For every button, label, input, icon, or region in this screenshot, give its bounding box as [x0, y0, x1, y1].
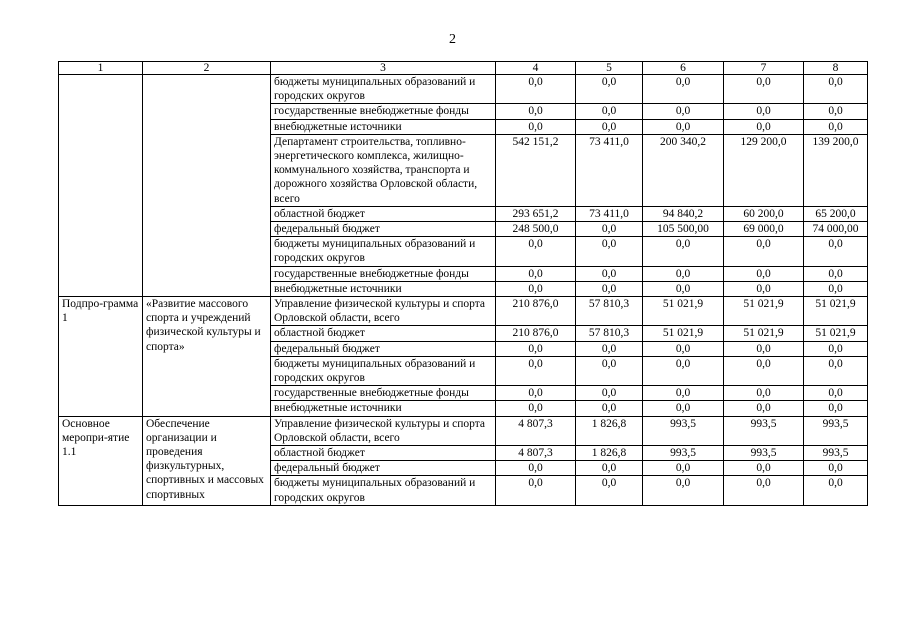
amount-cell: 1 826,8 — [576, 416, 643, 445]
amount-cell: 293 651,2 — [496, 206, 576, 221]
amount-cell: 73 411,0 — [576, 206, 643, 221]
amount-cell: 0,0 — [804, 461, 868, 476]
funding-source-cell: областной бюджет — [271, 326, 496, 341]
funding-source-cell: государственные внебюджетные фонды — [271, 386, 496, 401]
amount-cell: 51 021,9 — [804, 297, 868, 326]
amount-cell: 0,0 — [643, 476, 724, 505]
amount-cell: 0,0 — [576, 356, 643, 385]
funding-source-cell: внебюджетные источники — [271, 119, 496, 134]
amount-cell: 0,0 — [576, 281, 643, 296]
funding-source-cell: федеральный бюджет — [271, 461, 496, 476]
amount-cell: 0,0 — [576, 476, 643, 505]
amount-cell: 0,0 — [804, 104, 868, 119]
amount-cell: 0,0 — [724, 75, 804, 104]
funding-source-cell: внебюджетные источники — [271, 401, 496, 416]
amount-cell: 0,0 — [496, 75, 576, 104]
amount-cell: 0,0 — [724, 341, 804, 356]
funding-source-cell: бюджеты муниципальных образований и городских округов — [271, 476, 496, 505]
amount-cell: 0,0 — [643, 281, 724, 296]
amount-cell: 0,0 — [643, 75, 724, 104]
amount-cell: 993,5 — [643, 446, 724, 461]
amount-cell: 0,0 — [804, 476, 868, 505]
header-cell: 8 — [804, 62, 868, 75]
amount-cell: 0,0 — [643, 104, 724, 119]
program-name-cell — [143, 75, 271, 297]
funding-source-cell: федеральный бюджет — [271, 222, 496, 237]
amount-cell: 51 021,9 — [724, 297, 804, 326]
amount-cell: 993,5 — [724, 416, 804, 445]
amount-cell: 0,0 — [804, 386, 868, 401]
table-row — [59, 297, 868, 326]
amount-cell: 0,0 — [804, 281, 868, 296]
funding-source-cell: бюджеты муниципальных образований и городских округов — [271, 75, 496, 104]
amount-cell: 200 340,2 — [643, 134, 724, 206]
program-code-cell: Основное меропри-ятие 1.1 — [59, 416, 143, 505]
amount-cell: 0,0 — [576, 341, 643, 356]
amount-cell: 210 876,0 — [496, 326, 576, 341]
amount-cell: 139 200,0 — [804, 134, 868, 206]
amount-cell: 0,0 — [724, 356, 804, 385]
amount-cell: 0,0 — [576, 401, 643, 416]
funding-source-cell: бюджеты муниципальных образований и городских округов — [271, 237, 496, 266]
header-cell: 3 — [271, 62, 496, 75]
funding-source-cell: внебюджетные источники — [271, 281, 496, 296]
amount-cell: 4 807,3 — [496, 446, 576, 461]
amount-cell: 993,5 — [804, 416, 868, 445]
amount-cell: 0,0 — [496, 266, 576, 281]
program-name-cell: Обеспечение организации и проведения физкультурных, спортивных и массовых спортивных — [143, 416, 271, 505]
funding-source-cell: государственные внебюджетные фонды — [271, 266, 496, 281]
table-row — [59, 416, 868, 445]
header-cell: 6 — [643, 62, 724, 75]
amount-cell: 0,0 — [496, 356, 576, 385]
amount-cell: 69 000,0 — [724, 222, 804, 237]
amount-cell: 0,0 — [576, 222, 643, 237]
amount-cell: 60 200,0 — [724, 206, 804, 221]
amount-cell: 57 810,3 — [576, 326, 643, 341]
amount-cell: 542 151,2 — [496, 134, 576, 206]
amount-cell: 0,0 — [496, 104, 576, 119]
amount-cell: 105 500,00 — [643, 222, 724, 237]
amount-cell: 0,0 — [576, 386, 643, 401]
funding-source-cell: Департамент строительства, топливно-энергетического комплекса, жилищно-коммунального хозяйства, транспорта и дорожного хозяйства Орловской области, всего — [271, 134, 496, 206]
amount-cell: 0,0 — [496, 281, 576, 296]
amount-cell: 0,0 — [496, 461, 576, 476]
amount-cell: 0,0 — [576, 461, 643, 476]
amount-cell: 0,0 — [643, 461, 724, 476]
amount-cell: 51 021,9 — [724, 326, 804, 341]
program-code-cell — [59, 75, 143, 297]
amount-cell: 0,0 — [804, 237, 868, 266]
page-number: 2 — [449, 32, 456, 47]
header-cell: 7 — [724, 62, 804, 75]
header-cell: 5 — [576, 62, 643, 75]
amount-cell: 0,0 — [496, 386, 576, 401]
funding-source-cell: федеральный бюджет — [271, 341, 496, 356]
funding-source-cell: бюджеты муниципальных образований и городских округов — [271, 356, 496, 385]
amount-cell: 0,0 — [643, 356, 724, 385]
amount-cell: 94 840,2 — [643, 206, 724, 221]
program-name-cell: «Развитие массового спорта и учреждений физической культуры и спорта» — [143, 297, 271, 417]
amount-cell: 51 021,9 — [643, 326, 724, 341]
amount-cell: 0,0 — [496, 341, 576, 356]
amount-cell: 0,0 — [724, 281, 804, 296]
amount-cell: 65 200,0 — [804, 206, 868, 221]
amount-cell: 51 021,9 — [643, 297, 724, 326]
amount-cell: 0,0 — [496, 401, 576, 416]
amount-cell: 0,0 — [576, 104, 643, 119]
amount-cell: 0,0 — [643, 401, 724, 416]
amount-cell: 993,5 — [643, 416, 724, 445]
program-code-cell: Подпро-грамма 1 — [59, 297, 143, 417]
table-row — [59, 75, 868, 104]
amount-cell: 0,0 — [804, 341, 868, 356]
budget-table — [58, 61, 868, 506]
amount-cell: 73 411,0 — [576, 134, 643, 206]
amount-cell: 0,0 — [576, 266, 643, 281]
header-cell: 1 — [59, 62, 143, 75]
amount-cell: 0,0 — [496, 119, 576, 134]
amount-cell: 0,0 — [496, 237, 576, 266]
amount-cell: 0,0 — [804, 356, 868, 385]
header-row — [59, 62, 868, 75]
amount-cell: 57 810,3 — [576, 297, 643, 326]
amount-cell: 0,0 — [576, 237, 643, 266]
funding-source-cell: областной бюджет — [271, 206, 496, 221]
funding-source-cell: государственные внебюджетные фонды — [271, 104, 496, 119]
funding-source-cell: Управление физической культуры и спорта Орловской области, всего — [271, 297, 496, 326]
amount-cell: 74 000,00 — [804, 222, 868, 237]
amount-cell: 0,0 — [496, 476, 576, 505]
amount-cell: 1 826,8 — [576, 446, 643, 461]
amount-cell: 0,0 — [576, 75, 643, 104]
amount-cell: 0,0 — [643, 119, 724, 134]
amount-cell: 0,0 — [724, 401, 804, 416]
amount-cell: 0,0 — [724, 104, 804, 119]
amount-cell: 993,5 — [724, 446, 804, 461]
amount-cell: 0,0 — [724, 461, 804, 476]
amount-cell: 0,0 — [724, 476, 804, 505]
amount-cell: 0,0 — [724, 119, 804, 134]
amount-cell: 0,0 — [643, 341, 724, 356]
amount-cell: 0,0 — [643, 266, 724, 281]
amount-cell: 129 200,0 — [724, 134, 804, 206]
amount-cell: 0,0 — [804, 119, 868, 134]
funding-source-cell: областной бюджет — [271, 446, 496, 461]
amount-cell: 0,0 — [804, 266, 868, 281]
amount-cell: 0,0 — [643, 386, 724, 401]
amount-cell: 51 021,9 — [804, 326, 868, 341]
amount-cell: 248 500,0 — [496, 222, 576, 237]
header-cell: 2 — [143, 62, 271, 75]
header-cell: 4 — [496, 62, 576, 75]
amount-cell: 0,0 — [724, 386, 804, 401]
amount-cell: 0,0 — [643, 237, 724, 266]
amount-cell: 0,0 — [576, 119, 643, 134]
amount-cell: 4 807,3 — [496, 416, 576, 445]
amount-cell: 210 876,0 — [496, 297, 576, 326]
amount-cell: 0,0 — [724, 237, 804, 266]
amount-cell: 0,0 — [804, 75, 868, 104]
amount-cell: 993,5 — [804, 446, 868, 461]
funding-source-cell: Управление физической культуры и спорта Орловской области, всего — [271, 416, 496, 445]
amount-cell: 0,0 — [724, 266, 804, 281]
amount-cell: 0,0 — [804, 401, 868, 416]
